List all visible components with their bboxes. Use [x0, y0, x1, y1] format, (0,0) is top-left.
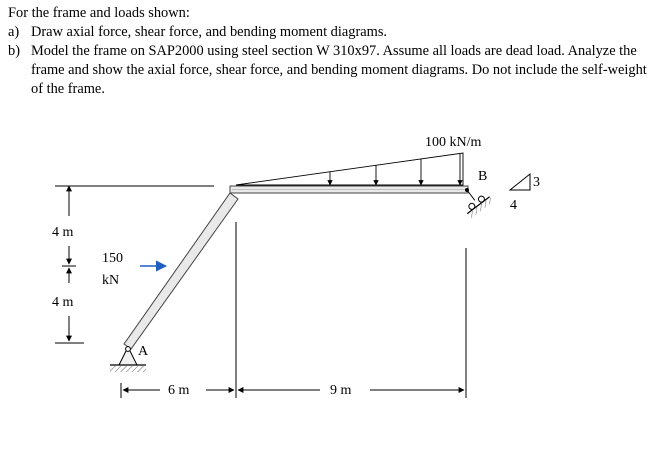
height-upper-label: 4 m [52, 225, 74, 240]
item-b-marker: b) [8, 43, 20, 59]
problem-intro: For the frame and loads shown: [8, 5, 190, 21]
vertical-dimensions [55, 186, 84, 343]
horizontal-dimensions [121, 222, 466, 398]
joint-a-label: A [138, 344, 149, 359]
pin-support-ground [110, 366, 146, 372]
slope-run-label: 4 [510, 198, 517, 213]
item-a-text: Draw axial force, shear force, and bending moment diagrams. [31, 24, 388, 40]
item-a-marker: a) [8, 24, 20, 40]
distributed-load [236, 153, 463, 185]
height-lower-label: 4 m [52, 295, 74, 310]
joint-b-label: B [478, 169, 488, 184]
joint-b-node [465, 188, 469, 192]
span-right-label: 9 m [330, 383, 352, 398]
slope-triangle [510, 174, 530, 190]
point-load-value: 150 [102, 251, 123, 266]
distributed-load-label: 100 kN/m [425, 135, 482, 150]
slope-triangle-outline [510, 174, 530, 190]
pin-support-hinge [126, 347, 131, 352]
item-b-text: Model the frame on SAP2000 using steel section W 310x97. Assume all loads are dead load. Analyze the frame and show the axial force, shear force, and bending moment diagrams. Do not include the self-weight of the frame. [31, 43, 647, 97]
load-trapezoid-outline [236, 153, 463, 185]
slope-rise-label: 3 [533, 175, 540, 190]
span-left-label: 6 m [168, 383, 190, 398]
inclined-member [124, 193, 238, 349]
point-load-unit: kN [102, 273, 120, 288]
frame-members [124, 186, 468, 349]
